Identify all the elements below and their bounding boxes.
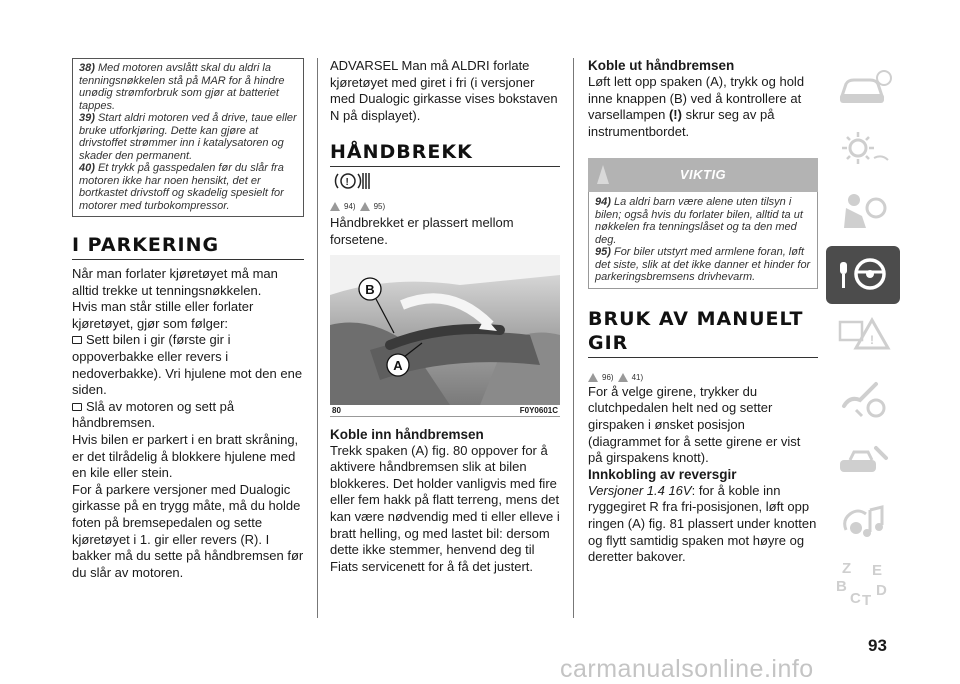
figure-code: F0Y0601C (519, 405, 558, 415)
chapter-tab-safety[interactable] (826, 184, 900, 242)
paragraph: For å parkere versjoner med Dualogic girkasse på en trygg måte, må du holde foten på bremsepedalen og sette kjøretøyet i 1. gir eller revers (R). I bakker må du sette på håndbremsen før du slår av motoren. (72, 481, 304, 580)
important-box (588, 158, 818, 289)
handbrake-symbol-row (330, 171, 560, 193)
warning-refs (588, 364, 818, 382)
ref-number: 41) (631, 372, 644, 382)
ref-number: 94) (344, 202, 356, 212)
paragraph (588, 483, 818, 566)
multimedia-icon (836, 500, 892, 546)
paragraph: Håndbrekket er plassert mellom forsetene. (330, 215, 514, 247)
alphabet-index-icon (836, 560, 890, 610)
bullet-item (72, 399, 304, 432)
warning-38-text: Med motoren avslått skal du aldri la tenningsnøkkelen stå på MAR for å hindre unødig strømforbruk som gjør at batteriet tappes. (79, 62, 285, 112)
version-label: Versjoner 1.4 16V (588, 482, 692, 498)
figure-label-a: A (393, 357, 403, 373)
chapter-tab-vehicle[interactable] (826, 60, 900, 118)
chapter-tab-lights[interactable] (826, 122, 900, 180)
car-info-icon (836, 66, 892, 112)
warning-triangle-icon (618, 373, 628, 382)
column-right (588, 58, 818, 566)
bullet-text: Sett bilen i gir (første gir i oppoverbakke eller revers i nedoverbakke). Vri hjulene mot den ene siden. (72, 332, 303, 398)
paragraph-part: skrur seg av på instrumentbordet. (588, 107, 775, 139)
ref-number: 95) (373, 202, 386, 212)
paragraph: Når man forlater kjøretøyet må man alltid trekke ut tenningsnøkkelen. (72, 266, 278, 298)
index-letter: E (872, 562, 883, 579)
figure-label-b: B (365, 281, 375, 297)
section-heading-handbrake: HÅNDBREKK (330, 140, 560, 167)
note-number: 94) (595, 196, 611, 209)
paragraph: For å velge girene, trykker du clutchpedalen helt ned og setter girspaken i ønsket posisjon (diagrammet for å sette girene er vist på girspakens knott). (588, 383, 801, 466)
column-divider (573, 58, 574, 618)
index-letter: T (862, 592, 872, 609)
paragraph (588, 74, 818, 140)
chapter-tab-driving[interactable] (826, 246, 900, 304)
bullet-item (72, 332, 304, 398)
ref-number: 96) (602, 372, 614, 382)
warning-refs (330, 193, 560, 211)
column-divider (317, 58, 318, 618)
handbrake-illustration (330, 255, 560, 405)
lights-icon (836, 128, 892, 174)
bullet-icon (72, 336, 82, 344)
important-94-text: La aldri barn være alene uten tilsyn i bilen; også hvis du forlater bilen, alltid ta ut nøkkelen fra tenningslåset og ta den med deg. (595, 196, 803, 246)
index-letter: Z (842, 560, 852, 577)
paragraph: Hvis man står stille eller forlater kjøretøyet, gjør som følger: (72, 299, 254, 331)
figure-80-handbrake-photo (330, 255, 560, 405)
warning-triangle-icon (360, 202, 370, 211)
warning-triangle-icon (588, 373, 598, 382)
paragraph-warning: ADVARSEL Man må ALDRI forlate kjøretøyet med giret i fri (i versjoner med Dualogic girkasse vises bokstaven N på displayet). (330, 58, 558, 123)
index-letter: C (850, 590, 861, 607)
svg-text:!: ! (345, 177, 349, 189)
warning-lights-icon (836, 314, 892, 360)
airbag-seat-icon (836, 190, 892, 236)
tools-icon (836, 376, 892, 422)
column-middle (330, 58, 560, 575)
chapter-sidebar (826, 60, 900, 618)
paragraph: Hvis bilen er parkert i en bratt skråning, er det tilrådelig å blokkere hjulene med en kile eller stein. (72, 431, 299, 481)
subheading-engage-handbrake: Koble inn håndbremsen (330, 426, 484, 442)
figure-caption (330, 405, 560, 417)
chapter-tab-maintenance[interactable] (826, 432, 900, 490)
section-heading-parking: I PARKERING (72, 233, 304, 260)
bullet-text: Slå av motoren og sett på håndbremsen. (72, 398, 235, 431)
index-letter: D (876, 582, 887, 599)
paragraph-part: Løft lett opp spaken (A), trykk og hold inne knappen (B) ved å kontrollere at varsellampen (588, 74, 805, 123)
steering-key-icon (836, 252, 892, 298)
wrench-car-icon (836, 438, 892, 484)
svg-text:!: ! (870, 333, 874, 347)
bullet-icon (72, 403, 82, 411)
warning-40-text: Et trykk på gasspedalen før du slår fra motoren ikke har noen hensikt, det er bortkastet drivstoff og skadelig spesielt for motorer med turbokompressor. (79, 162, 284, 212)
page-number: 93 (868, 636, 887, 655)
warning-triangle-icon (330, 202, 340, 211)
paragraph-part: : for å koble inn ryggegiret R fra fri-posisjonen, løft opp ringen (A) fig. 81 plassert under knotten og flytt samtidig spaken mot høyre og deretter bakover. (588, 482, 817, 565)
chapter-tab-warning-lights[interactable] (826, 308, 900, 366)
section-heading-manual-gear: BRUK AV MANUELT GIR (588, 307, 818, 358)
warning-notes-box (72, 58, 304, 217)
figure-number: 80 (332, 405, 341, 415)
handbrake-warning-icon (330, 171, 376, 191)
brake-lamp-icon: (!) (668, 107, 682, 123)
note-number: 39) (79, 112, 95, 124)
important-box-header (588, 158, 818, 192)
important-95-text: For biler utstyrt med armlene foran, løft det siste, slik at det ikke danner et hinder for parkeringsbremsens drivhevarm. (595, 246, 811, 284)
subheading-reverse-gear: Innkobling av reversgir (588, 466, 737, 482)
note-number: 40) (79, 162, 95, 174)
column-left (72, 58, 304, 581)
note-number: 95) (595, 246, 611, 259)
index-letter: B (836, 578, 847, 595)
watermark: carmanualsonline.info (560, 655, 814, 683)
subheading-release-handbrake: Koble ut håndbremsen (588, 58, 735, 73)
important-box-title: VIKTIG (679, 167, 727, 183)
warning-39-text: Start aldri motoren ved å drive, taue eller bruke utforkjøring. Dette kan gjøre at drivstoffet strømmer inn i katalysatoren og skader den permanent. (79, 112, 297, 162)
note-number: 38) (79, 62, 95, 74)
chapter-tab-emergency[interactable] (826, 370, 900, 428)
paragraph: Trekk spaken (A) fig. 80 oppover for å aktivere håndbremsen slik at bilen blokkeres. Det holder vanligvis med fire eller fem hakk på flatt terreng, mens det kan være nødvendig med ti eller elleve i bratt helling, og med lastet bil: dersom dette ikke stemmer, henvend deg til Fiats servicenett for å få det justert. (330, 442, 560, 574)
chapter-tab-index[interactable] (826, 556, 900, 614)
important-box-body (588, 192, 818, 289)
chapter-tab-multimedia[interactable] (826, 494, 900, 552)
